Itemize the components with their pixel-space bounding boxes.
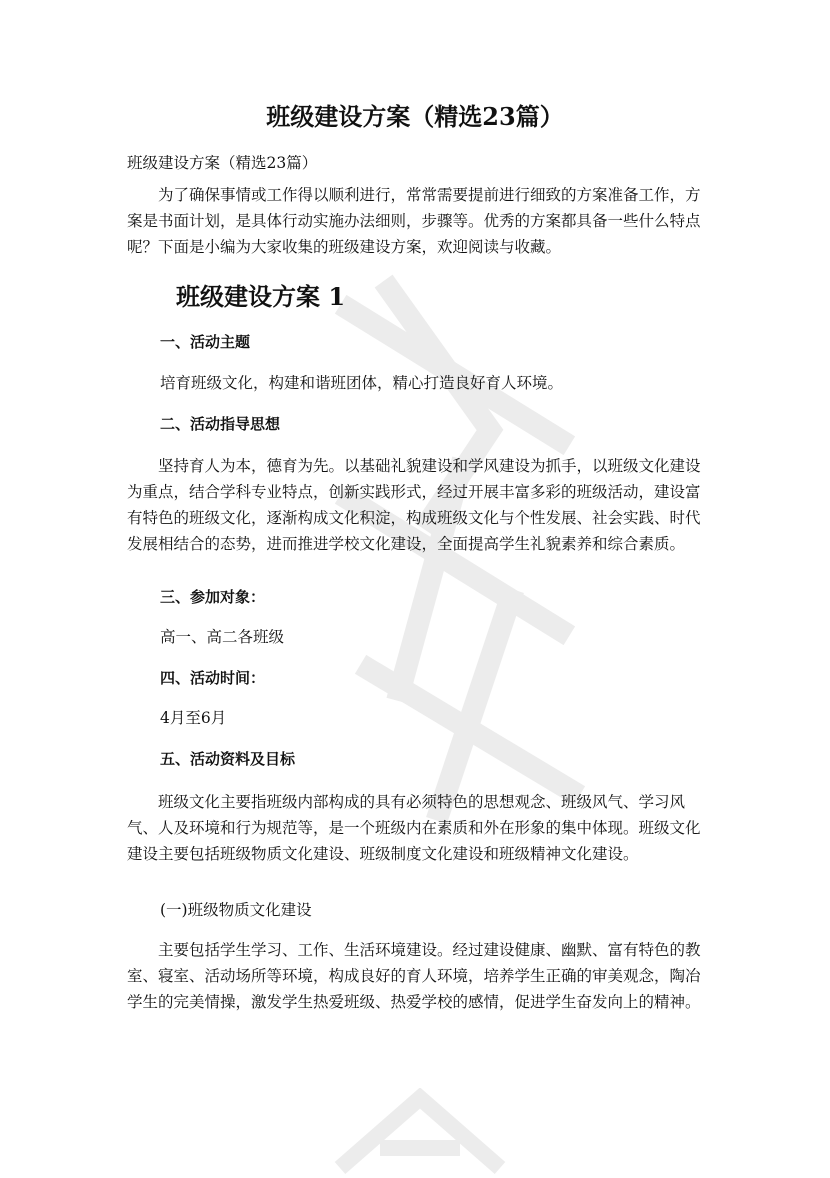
subsection-heading: (一)班级物质文化建设 [160, 901, 312, 919]
section-heading: 班级建设方案 1 [176, 282, 346, 311]
section-1-body: 培育班级文化，构建和谐班团体，精心打造良好育人环境。 [160, 374, 564, 392]
section-1-heading: 一、活动主题 [160, 333, 251, 351]
section-4-body: 4月至6月 [160, 709, 227, 727]
subsection-body: 主要包括学生学习、工作、生活环境建设。经过建设健康、幽默、富有特色的教室、寝室、活动场所等环境，构成良好的育人环境，培养学生正确的审美观念，陶冶学生的完美情操，激发学生热爱班级、热爱学校的感情，促进学生奋发向上的精神。 [127, 941, 701, 1011]
document-subtitle: 班级建设方案（精选23篇） [127, 154, 318, 172]
intro-paragraph: 为了确保事情或工作得以顺利进行，常常需要提前进行细致的方案准备工作，方案是书面计划，是具体行动实施办法细则，步骤等。优秀的方案都具备一些什么特点呢？下面是小编为大家收集的班级建设方案，欢迎阅读与收藏。 [127, 186, 701, 256]
section-3-heading: 三、参加对象： [160, 588, 266, 606]
section-3-body: 高一、高二各班级 [160, 628, 285, 646]
section-5-heading: 五、活动资料及目标 [160, 750, 296, 768]
stamp-watermark-icon [330, 1088, 510, 1178]
section-2-body: 坚持育人为本，德育为先。以基础礼貌建设和学风建设为抓手，以班级文化建设为重点，结合学科专业特点，创新实践形式，经过开展丰富多彩的班级活动，建设富有特色的班级文化，逐渐构成文化积淀，构成班级文化与个性发展、社会实践、时代发展相结合的态势，进而推进学校文化建设，全面提高学生礼貌素养和综合素质。 [127, 457, 701, 553]
section-5-body: 班级文化主要指班级内部构成的具有必须特色的思想观念、班级风气、学习风气、人及环境和行为规范等，是一个班级内在素质和外在形象的集中体现。班级文化建设主要包括班级物质文化建设、班级制度文化建设和班级精神文化建设。 [127, 793, 701, 863]
document-title: 班级建设方案（精选23篇） [266, 102, 564, 131]
section-2-heading: 二、活动指导思想 [160, 415, 281, 433]
section-4-heading: 四、活动时间： [160, 669, 266, 687]
